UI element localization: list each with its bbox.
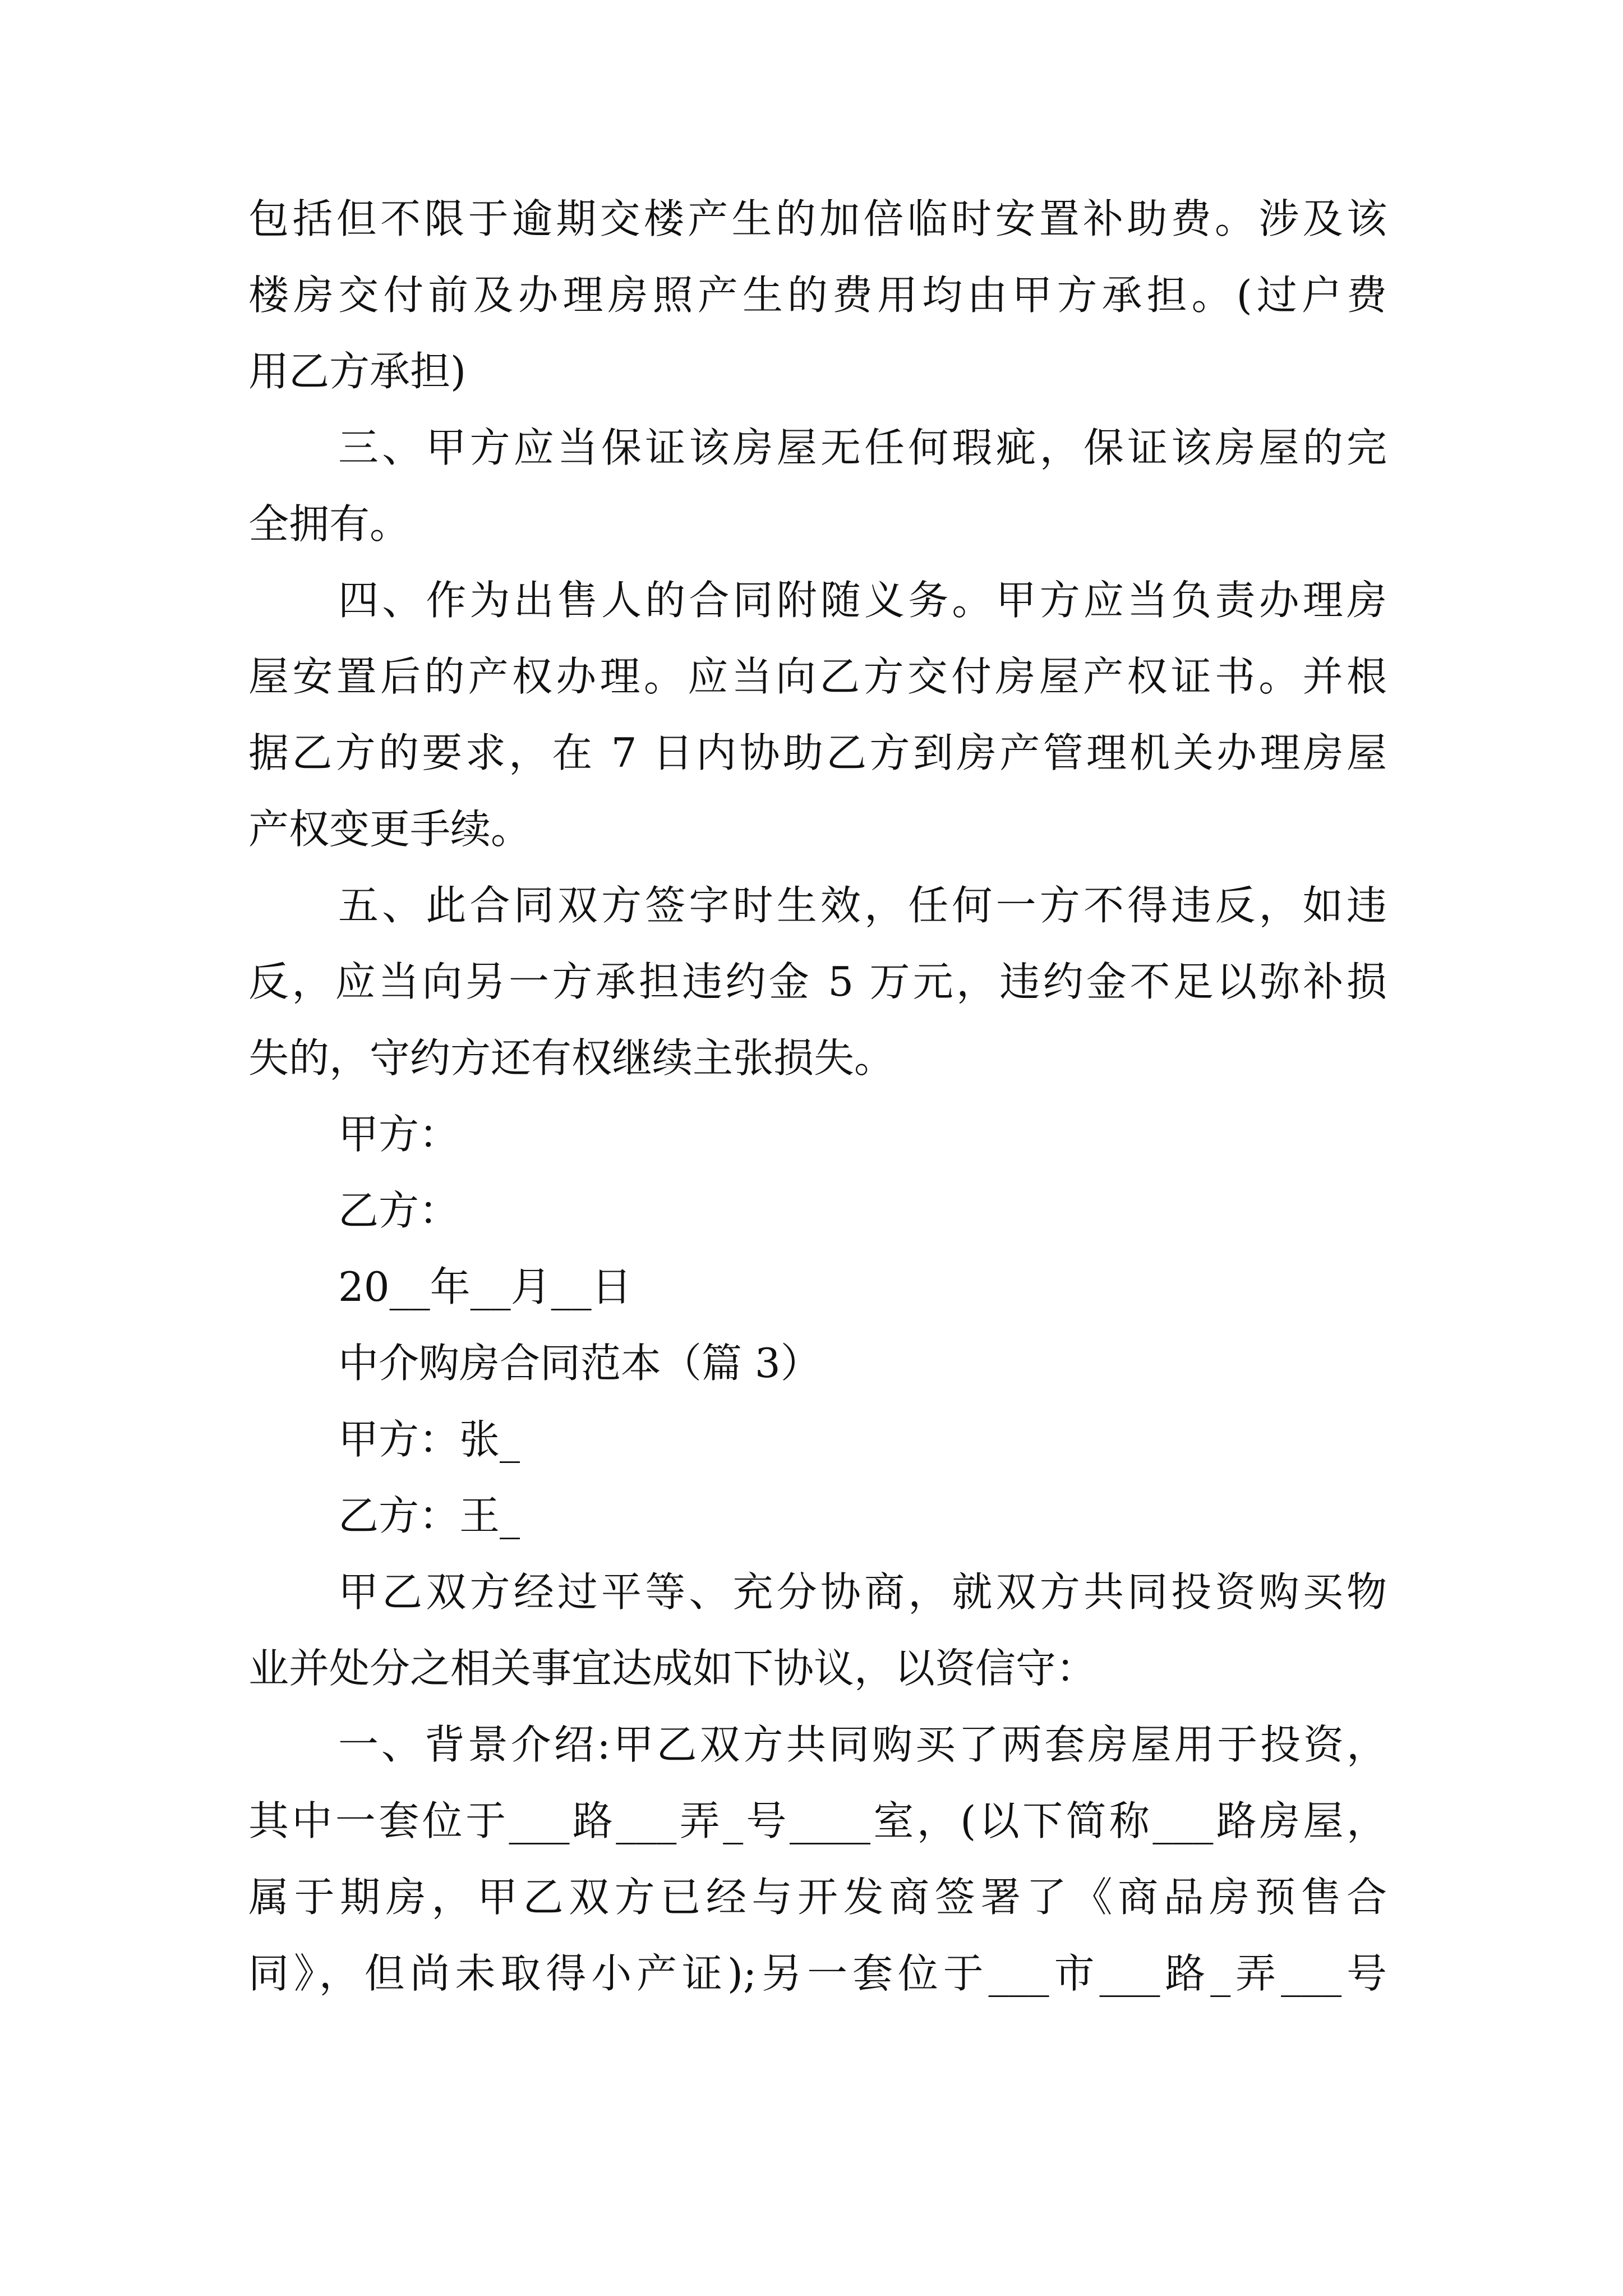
- clause-four-heading-line: 四、作为出售人的合同附随义务。甲方应当负责办理房: [338, 577, 1387, 624]
- document-body: [248, 181, 1387, 2012]
- text-line: 据乙方的要求，在 7 日内协助乙方到房产管理机关办理房屋: [248, 729, 1387, 776]
- text-line: 属于期房，甲乙双方已经与开发商签署了《商品房预售合: [248, 1874, 1387, 1921]
- text-line: 产权变更手续。: [248, 806, 532, 853]
- party-b-signature-line: 乙方：: [338, 1187, 460, 1234]
- text-line: 楼房交付前及办理房照产生的费用均由甲方承担。(过户费: [248, 272, 1387, 319]
- text-line: 失的，守约方还有权继续主张损失。: [248, 1034, 895, 1082]
- section-title: 中介购房合同范本（篇 3）: [338, 1340, 821, 1387]
- party-b-line: 乙方：王_: [338, 1492, 520, 1539]
- text-line: 同》，但尚未取得小产证);另一套位于___市___路_弄___号: [248, 1950, 1387, 1997]
- party-a-signature-line: 甲方：: [338, 1111, 460, 1158]
- text-line: 反，应当向另一方承担违约金 5 万元，违约金不足以弥补损: [248, 958, 1387, 1005]
- text-line: 全拥有。: [248, 500, 411, 547]
- text-line: 屋安置后的产权办理。应当向乙方交付房屋产权证书。并根: [248, 653, 1387, 700]
- text-line: 包括但不限于逾期交楼产生的加倍临时安置补助费。涉及该: [248, 195, 1387, 242]
- party-a-line: 甲方：张_: [338, 1416, 520, 1463]
- date-line: 20__年__月__日: [338, 1263, 632, 1310]
- clause-five-heading-line: 五、此合同双方签字时生效，任何一方不得违反，如违: [338, 882, 1387, 929]
- clause-three-heading-line: 三、甲方应当保证该房屋无任何瑕疵，保证该房屋的完: [338, 424, 1387, 471]
- text-line: 用乙方承担): [248, 348, 467, 395]
- text-line: 其中一套位于___路___弄_号____室，(以下简称___路房屋，: [248, 1797, 1387, 1844]
- text-line: 业并处分之相关事宜达成如下协议，以资信守：: [248, 1645, 1097, 1692]
- clause-one-heading-line: 一、背景介绍:甲乙双方共同购买了两套房屋用于投资，: [338, 1721, 1387, 1768]
- preamble-line: 甲乙双方经过平等、充分协商，就双方共同投资购买物: [338, 1568, 1387, 1616]
